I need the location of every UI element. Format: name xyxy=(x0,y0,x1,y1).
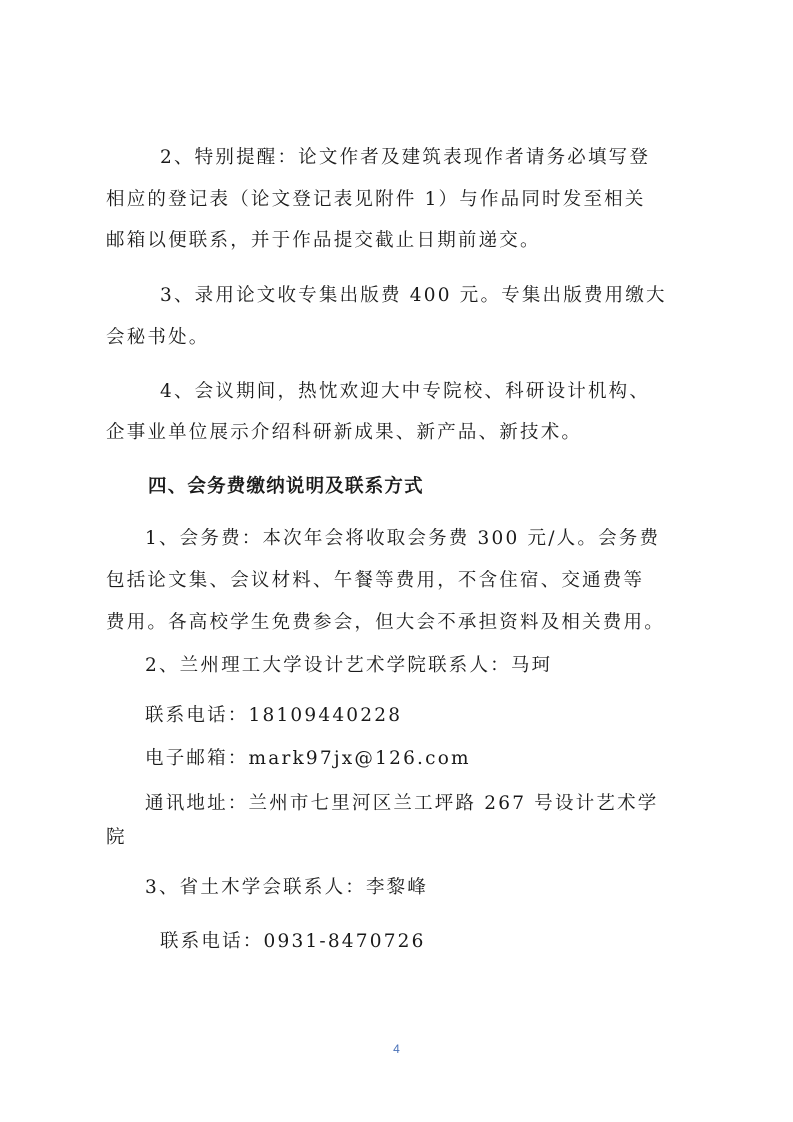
text-line: 相应的登记表（论文登记表见附件 1）与作品同时发至相关 xyxy=(106,189,646,210)
text-line: 1、会务费：本次年会将收取会务费 300 元/人。会务费 xyxy=(145,528,661,549)
text-line: 包括论文集、会议材料、午餐等费用，不含住宿、交通费等 xyxy=(106,570,645,591)
text-line: 3、录用论文收专集出版费 400 元。专集出版费用缴大 xyxy=(160,285,667,306)
contact-phone: 联系电话：18109440228 xyxy=(145,705,403,726)
contact-email: 电子邮箱：mark97jx@126.com xyxy=(145,748,471,769)
contact-address-cont: 院 xyxy=(106,827,127,848)
section-heading: 四、会务费缴纳说明及联系方式 xyxy=(148,476,424,497)
text-line: 邮箱以便联系，并于作品提交截止日期前递交。 xyxy=(106,230,541,251)
contact-title: 3、省土木学会联系人：李黎峰 xyxy=(145,877,429,898)
text-line: 4、会议期间，热忱欢迎大中专院校、科研设计机构、 xyxy=(160,381,651,402)
page-number: 4 xyxy=(393,1042,400,1056)
text-line: 会秘书处。 xyxy=(106,327,210,348)
contact-phone: 联系电话：0931-8470726 xyxy=(160,931,426,952)
contact-address: 通讯地址：兰州市七里河区兰工坪路 267 号设计艺术学 xyxy=(145,793,659,814)
text-line: 2、特别提醒：论文作者及建筑表现作者请务必填写登 xyxy=(160,147,651,168)
text-line: 费用。各高校学生免费参会，但大会不承担资料及相关费用。 xyxy=(106,612,665,633)
contact-title: 2、兰州理工大学设计艺术学院联系人：马珂 xyxy=(145,655,553,676)
text-line: 企事业单位展示介绍科研新成果、新产品、新技术。 xyxy=(106,422,583,443)
